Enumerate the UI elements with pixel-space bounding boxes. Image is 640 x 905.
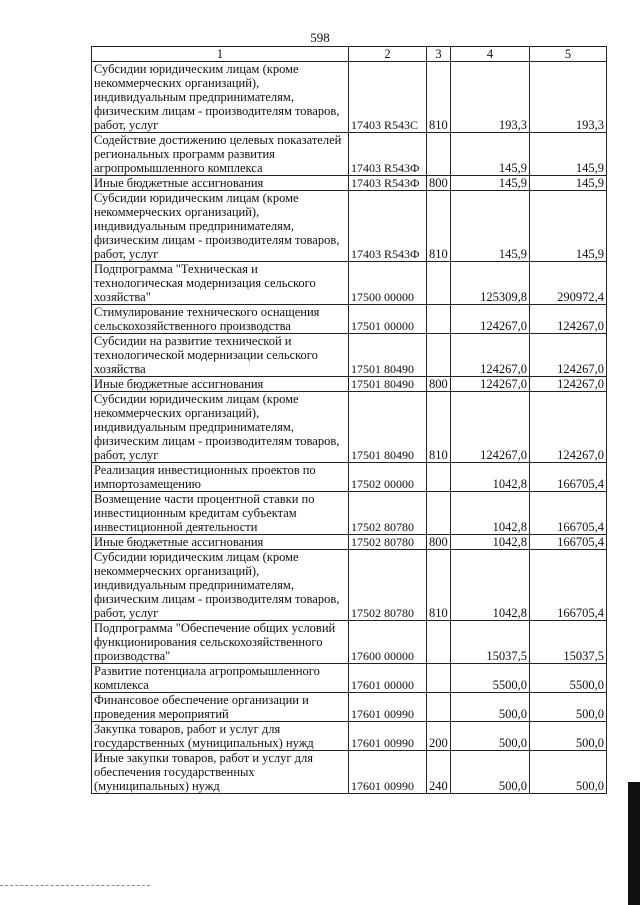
row-amount-col4-cell: 1042,8 — [451, 463, 530, 492]
row-code-cell: 17502 80780 — [349, 492, 427, 535]
row-expense-type-cell: 200 — [427, 722, 451, 751]
row-expense-type-cell — [427, 463, 451, 492]
row-code-cell: 17501 00000 — [349, 305, 427, 334]
table-row — [92, 377, 607, 392]
row-code-cell: 17600 00000 — [349, 621, 427, 664]
budget-table — [91, 46, 607, 794]
row-expense-type-cell — [427, 133, 451, 176]
table-header — [92, 47, 607, 62]
row-amount-col4-cell: 145,9 — [451, 191, 530, 262]
row-amount-col4-cell: 15037,5 — [451, 621, 530, 664]
row-amount-col4-cell: 124267,0 — [451, 305, 530, 334]
row-expense-type-cell: 800 — [427, 535, 451, 550]
row-name-cell: Подпрограмма "Обеспечение общих условий функционирования сельскохозяйственного производства" — [92, 621, 349, 664]
row-name-cell: Подпрограмма "Техническая и технологическая модернизация сельского хозяйства" — [92, 262, 349, 305]
row-amount-col4-cell: 1042,8 — [451, 535, 530, 550]
table-row — [92, 751, 607, 794]
row-amount-col4-cell: 124267,0 — [451, 392, 530, 463]
row-amount-col5-cell: 124267,0 — [530, 305, 607, 334]
row-code-cell: 17501 80490 — [349, 392, 427, 463]
row-name-cell: Стимулирование технического оснащения сельскохозяйственного производства — [92, 305, 349, 334]
row-code-cell: 17403 R543Ф — [349, 176, 427, 191]
row-amount-col5-cell: 500,0 — [530, 722, 607, 751]
row-expense-type-cell — [427, 621, 451, 664]
row-name-cell: Иные бюджетные ассигнования — [92, 377, 349, 392]
row-amount-col4-cell: 124267,0 — [451, 377, 530, 392]
row-expense-type-cell — [427, 262, 451, 305]
row-expense-type-cell: 810 — [427, 62, 451, 133]
row-amount-col5-cell: 124267,0 — [530, 377, 607, 392]
row-amount-col4-cell: 193,3 — [451, 62, 530, 133]
row-name-cell: Субсидии на развитие технической и технологической модернизации сельского хозяйства — [92, 334, 349, 377]
row-expense-type-cell — [427, 334, 451, 377]
row-code-cell: 17502 80780 — [349, 550, 427, 621]
row-name-cell: Финансовое обеспечение организации и проведения мероприятий — [92, 693, 349, 722]
row-amount-col4-cell: 1042,8 — [451, 550, 530, 621]
row-amount-col5-cell: 145,9 — [530, 176, 607, 191]
row-amount-col5-cell: 290972,4 — [530, 262, 607, 305]
table-row — [92, 693, 607, 722]
table-row — [92, 62, 607, 133]
row-amount-col5-cell: 193,3 — [530, 62, 607, 133]
row-name-cell: Иные бюджетные ассигнования — [92, 176, 349, 191]
row-name-cell: Иные бюджетные ассигнования — [92, 535, 349, 550]
row-code-cell: 17502 80780 — [349, 535, 427, 550]
table-body — [92, 62, 607, 794]
row-expense-type-cell: 800 — [427, 176, 451, 191]
row-amount-col4-cell: 145,9 — [451, 133, 530, 176]
page-number: 598 — [310, 30, 330, 45]
header-col-4: 4 — [451, 47, 530, 62]
row-amount-col5-cell: 166705,4 — [530, 463, 607, 492]
row-expense-type-cell: 810 — [427, 191, 451, 262]
row-name-cell: Развитие потенциала агропромышленного комплекса — [92, 664, 349, 693]
row-amount-col5-cell: 500,0 — [530, 693, 607, 722]
row-name-cell: Иные закупки товаров, работ и услуг для обеспечения государственных (муниципальных) нужд — [92, 751, 349, 794]
row-amount-col5-cell: 5500,0 — [530, 664, 607, 693]
table-row — [92, 133, 607, 176]
row-amount-col4-cell: 500,0 — [451, 751, 530, 794]
row-amount-col4-cell: 1042,8 — [451, 492, 530, 535]
row-expense-type-cell: 240 — [427, 751, 451, 794]
row-amount-col4-cell: 5500,0 — [451, 664, 530, 693]
row-code-cell: 17601 00990 — [349, 751, 427, 794]
row-code-cell: 17502 00000 — [349, 463, 427, 492]
row-amount-col5-cell: 124267,0 — [530, 334, 607, 377]
scan-bottom-line — [0, 885, 150, 886]
table-row — [92, 305, 607, 334]
row-name-cell: Возмещение части процентной ставки по инвестиционным кредитам субъектам инвестиционной деятельности — [92, 492, 349, 535]
row-code-cell: 17403 R543C — [349, 62, 427, 133]
header-col-5: 5 — [530, 47, 607, 62]
row-expense-type-cell — [427, 693, 451, 722]
table-row — [92, 463, 607, 492]
row-amount-col4-cell: 125309,8 — [451, 262, 530, 305]
table-row — [92, 621, 607, 664]
row-expense-type-cell — [427, 305, 451, 334]
table-row — [92, 334, 607, 377]
row-amount-col5-cell: 145,9 — [530, 191, 607, 262]
table-row — [92, 722, 607, 751]
row-amount-col5-cell: 500,0 — [530, 751, 607, 794]
row-expense-type-cell — [427, 664, 451, 693]
row-amount-col5-cell: 166705,4 — [530, 492, 607, 535]
row-code-cell: 17601 00000 — [349, 664, 427, 693]
row-name-cell: Реализация инвестиционных проектов по импортозамещению — [92, 463, 349, 492]
row-amount-col5-cell: 145,9 — [530, 133, 607, 176]
row-code-cell: 17500 00000 — [349, 262, 427, 305]
header-col-2: 2 — [349, 47, 427, 62]
row-name-cell: Субсидии юридическим лицам (кроме некоммерческих организаций), индивидуальным предпринимателям, физическим лицам - производителям товаров, работ, услуг — [92, 62, 349, 133]
row-name-cell: Субсидии юридическим лицам (кроме некоммерческих организаций), индивидуальным предпринимателям, физическим лицам - производителям товаров, работ, услуг — [92, 392, 349, 463]
row-name-cell: Субсидии юридическим лицам (кроме некоммерческих организаций), индивидуальным предпринимателям, физическим лицам - производителям товаров, работ, услуг — [92, 191, 349, 262]
table-row — [92, 550, 607, 621]
row-expense-type-cell: 810 — [427, 392, 451, 463]
row-expense-type-cell: 810 — [427, 550, 451, 621]
row-amount-col4-cell: 145,9 — [451, 176, 530, 191]
header-row — [92, 47, 607, 62]
row-amount-col5-cell: 166705,4 — [530, 550, 607, 621]
table-row — [92, 492, 607, 535]
row-name-cell: Субсидии юридическим лицам (кроме некоммерческих организаций), индивидуальным предпринимателям, физическим лицам - производителям товаров, работ, услуг — [92, 550, 349, 621]
row-amount-col5-cell: 166705,4 — [530, 535, 607, 550]
row-amount-col5-cell: 15037,5 — [530, 621, 607, 664]
header-col-1: 1 — [92, 47, 349, 62]
row-code-cell: 17501 80490 — [349, 377, 427, 392]
row-code-cell: 17403 R543Ф — [349, 191, 427, 262]
row-code-cell: 17501 80490 — [349, 334, 427, 377]
row-code-cell: 17601 00990 — [349, 693, 427, 722]
table-row — [92, 176, 607, 191]
row-code-cell: 17403 R543Ф — [349, 133, 427, 176]
row-amount-col4-cell: 500,0 — [451, 722, 530, 751]
row-amount-col4-cell: 124267,0 — [451, 334, 530, 377]
row-expense-type-cell — [427, 492, 451, 535]
header-col-3: 3 — [427, 47, 451, 62]
row-name-cell: Закупка товаров, работ и услуг для государственных (муниципальных) нужд — [92, 722, 349, 751]
row-amount-col5-cell: 124267,0 — [530, 392, 607, 463]
table-row — [92, 535, 607, 550]
table-row — [92, 392, 607, 463]
table-row — [92, 664, 607, 693]
row-amount-col4-cell: 500,0 — [451, 693, 530, 722]
table-row — [92, 191, 607, 262]
table-row — [92, 262, 607, 305]
row-name-cell: Содействие достижению целевых показателей региональных программ развития агропромышленного комплекса — [92, 133, 349, 176]
scan-edge-mark — [628, 782, 640, 905]
row-expense-type-cell: 800 — [427, 377, 451, 392]
row-code-cell: 17601 00990 — [349, 722, 427, 751]
